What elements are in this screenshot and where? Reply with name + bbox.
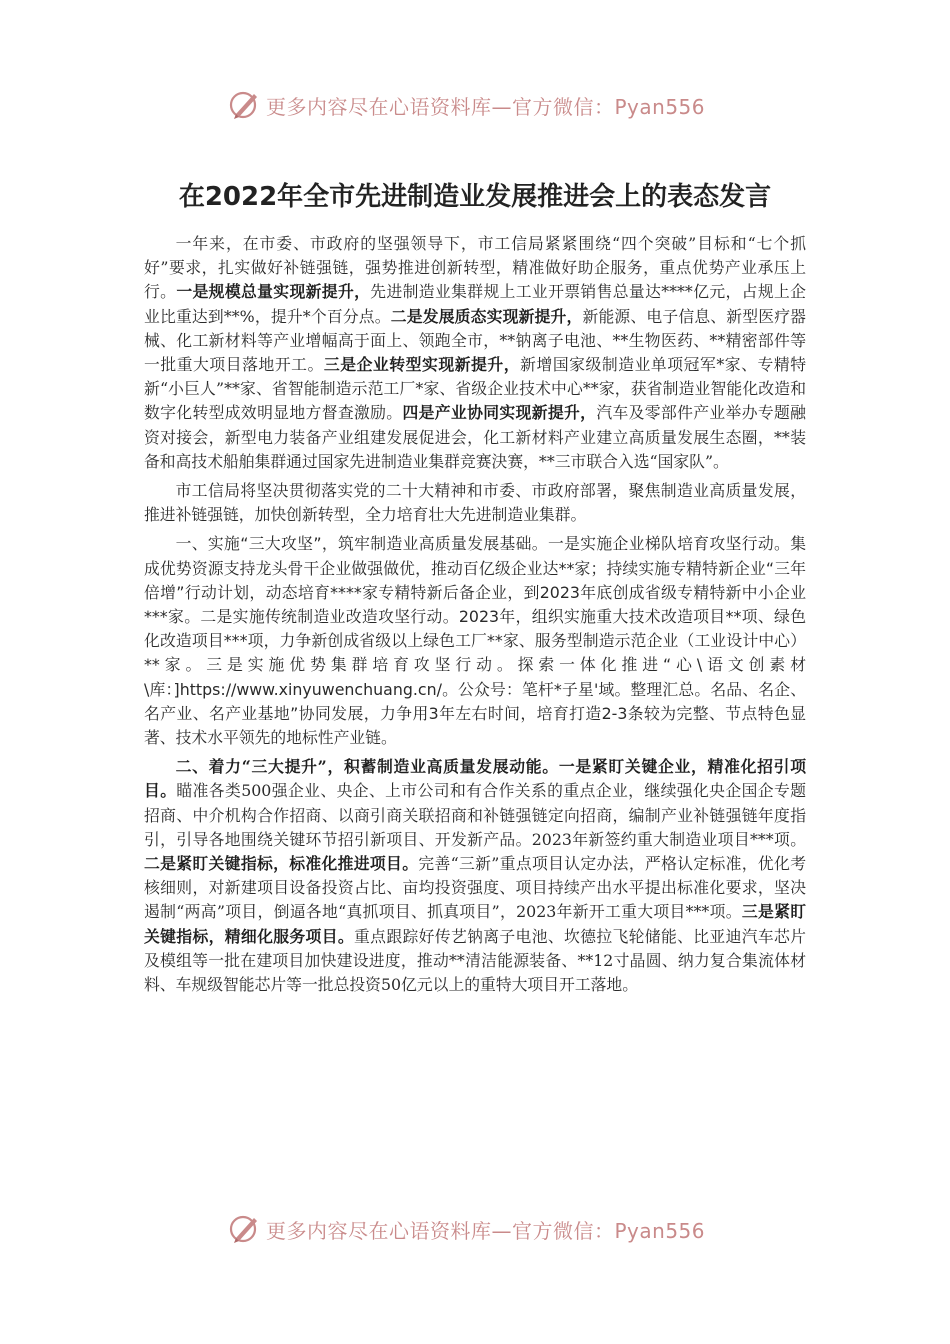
paragraph-summary: 一年来，在市委、市政府的坚强领导下，市工信局紧紧围绕“四个突破”目标和“七个抓好”要求，扎实做好补链强链，强势推进创新转型，精准做好助企服务，重点优势产业承压上行。一是规模总量实现新提升，先进制造业集群规上工业开票销售总量达****亿元，占规上企业比重达到**%，提升*个百分点。二是发展质态实现新提升，新能源、电子信息、新型医疗器械、化工新材料等产业增幅高于面上、领跑全市，**钠离子电池、**生物医药、**精密部件等一批重大项目落地开工。三是企业转型实现新提升，新增国家级制造业单项冠军*家、专精特新“小巨人”**家、省智能制造示范工厂*家、省级企业技术中心**家，获省制造业智能化改造和数字化转型成效明显地方督查激励。四是产业协同实现新提升，汽车及零部件产业举办专题融资对接会，新型电力装备产业组建发展促进会，化工新材料产业建立高质量发展生态圈，**装备和高技术船舶集群通过国家先进制造业集群竞赛決赛，**三市联合入选“国家队”。 xyxy=(144,234,806,471)
pen-logo-icon xyxy=(228,1212,262,1246)
watermark-text: 更多内容尽在心语资料库—官方微信：Pyan556 xyxy=(266,1218,706,1243)
header-watermark-banner xyxy=(228,86,728,124)
paragraph-section-one: 一、实施“三大攻坚”，筑牢制造业高质量发展基础。一是实施企业梯队培育攻坚行动。集成优势资源支持龙头骨干企业做强做优，推动百亿级企业达**家；持续实施专精特新企业“三年倍增”行动计划，动态培育****家专精特新后备企业，到2023年底创成省级专精特新中小企业***家。二是实施传统制造业改造攻坚行动。2023年，组织实施重大技术改造项目**项、绿色化改造项目***项，力争新创成省级以上绿色工厂**家、服务型制造示范企业（工业设计中心）**家。三是实施优势集群培育攻坚行动。探索一体化推进“心\语文创素材\库：]https://www.xinyuwenchuang.cn/。公众号：笔杆*子星'域。整理汇总。名品、名企、名产业、名产业基地”协同发展，力争用3年左右时间，培育打造2-3条较为完整、节点特色显著、技术水平领先的地标性产业链。 xyxy=(144,534,806,748)
paragraph-section-two: 二、着力“三大提升”，积蓄制造业高质量发展动能。一是紧盯关键企业，精准化招引项目。瞄准各类500强企业、央企、上市公司和有合作关系的重点企业，继续强化央企国企专题招商、中介机构合作招商、以商引商关联招商和补链强链定向招商，编制产业补链强链年度指引，引导各地围绕关键环节招引新项目、开发新产品。2023年新签约重大制造业项目***项。二是紧盯关键指标，标准化推进项目。完善“三新”重点项目认定办法，严格认定标准，优化考核细则，对新建项目设备投资占比、亩均投资强度、项目持续产出水平提出标准化要求，坚决遏制“两高”项目，倒逼各地“真抓项目、抓真项目”，2023年新开工重大项目***项。三是紧盯关键指标，精细化服务项目。重点跟踪好传艺钠离子电池、坎德拉飞轮储能、比亚迪汽车芯片及模组等一批在建项目加快建设进度，推动**清洁能源装备、**12寸晶圆、纳力复合集流体材料、车规级智能芯片等一批总投资50亿元以上的重特大项目开工落地。 xyxy=(144,757,806,995)
footer-watermark-banner xyxy=(228,1210,728,1248)
document-body xyxy=(144,232,806,1002)
page-title: 在2022年全市先进制造业发展推进会上的表态发言 xyxy=(178,182,772,212)
paragraph-plan: 市工信局将坚决贯彻落实党的二十大精神和市委、市政府部署，聚焦制造业高质量发展，推进补链强链，加快创新转型，全力培育壮大先进制造业集群。 xyxy=(144,481,806,525)
watermark-text: 更多内容尽在心语资料库—官方微信：Pyan556 xyxy=(266,94,706,119)
pen-logo-icon xyxy=(228,88,262,122)
